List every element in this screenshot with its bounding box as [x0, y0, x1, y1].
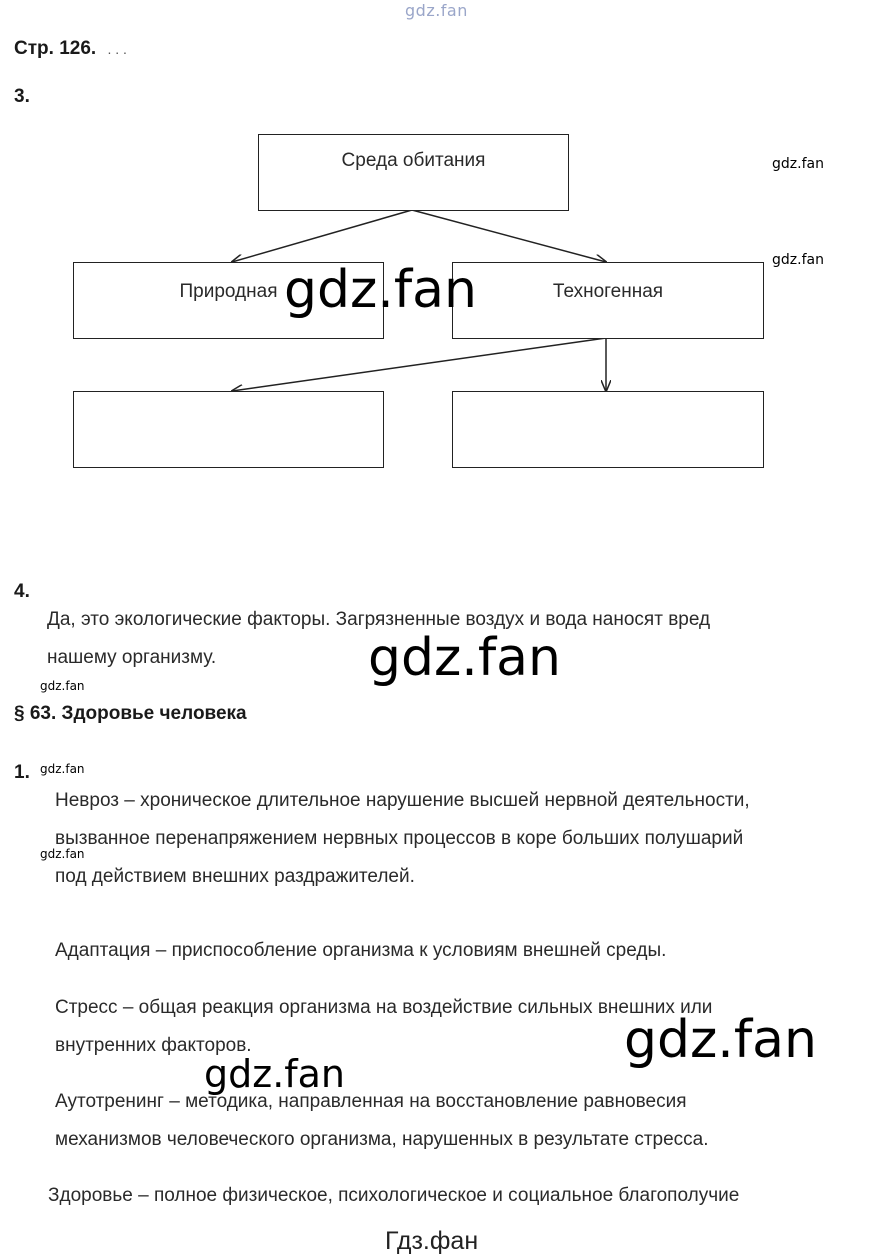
diagram-root-label: Среда обитания	[341, 150, 486, 171]
task-3-number: 3.	[14, 86, 30, 107]
nevroz-line: вызванное перенапряжением нервных процессов в коре больших полушарий	[55, 828, 744, 849]
definition-adaptation: Адаптация – приспособление организма к условиям внешней среды.	[55, 940, 667, 961]
task-4-line: Да, это экологические факторы. Загрязненные воздух и вода наносят вред	[47, 609, 711, 630]
nevroz-line: под действием внешних раздражителей.	[55, 866, 415, 887]
watermark-big: gdz.fan	[624, 1010, 817, 1070]
diagram-empty-left-box	[73, 391, 384, 468]
watermark-small: gdz.fan	[772, 252, 824, 268]
task-4-number: 4.	[14, 581, 30, 602]
watermark-small: gdz.fan	[772, 156, 824, 172]
definition-nevroz	[55, 782, 750, 896]
definition-health: Здоровье – полное физическое, психологическое и социальное благополучие	[48, 1185, 740, 1206]
definition-autotraining	[55, 1083, 709, 1159]
arrow-root-to-right	[412, 210, 606, 262]
diagram-technogenic-box	[452, 262, 764, 339]
watermark-small: gdz.fan	[40, 762, 85, 776]
footer-label: Гдз.фан	[385, 1227, 479, 1255]
task-4-line: нашему организму.	[47, 647, 217, 668]
top-watermark: gdz.fan	[405, 1, 468, 20]
stress-line: Стресс – общая реакция организма на воздействие сильных внешних или	[55, 997, 713, 1018]
diagram-technogenic-label: Техногенная	[552, 281, 664, 302]
autotraining-line: Аутотренинг – методика, направленная на восстановление равновесия	[55, 1091, 687, 1112]
watermark-small: gdz.fan	[40, 679, 85, 693]
arrow-right-to-empty-left	[232, 338, 606, 391]
diagram-natural-label: Природная	[179, 281, 278, 302]
nevroz-line: Невроз – хроническое длительное нарушение высшей нервной деятельности,	[55, 790, 750, 811]
diagram-empty-right-box	[452, 391, 764, 468]
page-number: Стр. 126.	[14, 38, 97, 59]
autotraining-line: механизмов человеческого организма, нарушенных в результате стресса.	[55, 1129, 709, 1150]
header-dots: . . .	[107, 41, 127, 57]
diagram-root-box	[258, 134, 569, 211]
section-title: § 63. Здоровье человека	[14, 703, 247, 724]
watermark-big: gdz.fan	[368, 628, 561, 688]
stress-line: внутренних факторов.	[55, 1035, 252, 1056]
watermark-medium: gdz.fan	[204, 1052, 346, 1096]
watermark-big: gdz.fan	[284, 260, 477, 320]
definition-stress	[55, 989, 712, 1065]
watermark-small: gdz.fan	[40, 847, 85, 861]
task-1-number: 1.	[14, 762, 30, 783]
arrow-root-to-left	[232, 210, 412, 262]
